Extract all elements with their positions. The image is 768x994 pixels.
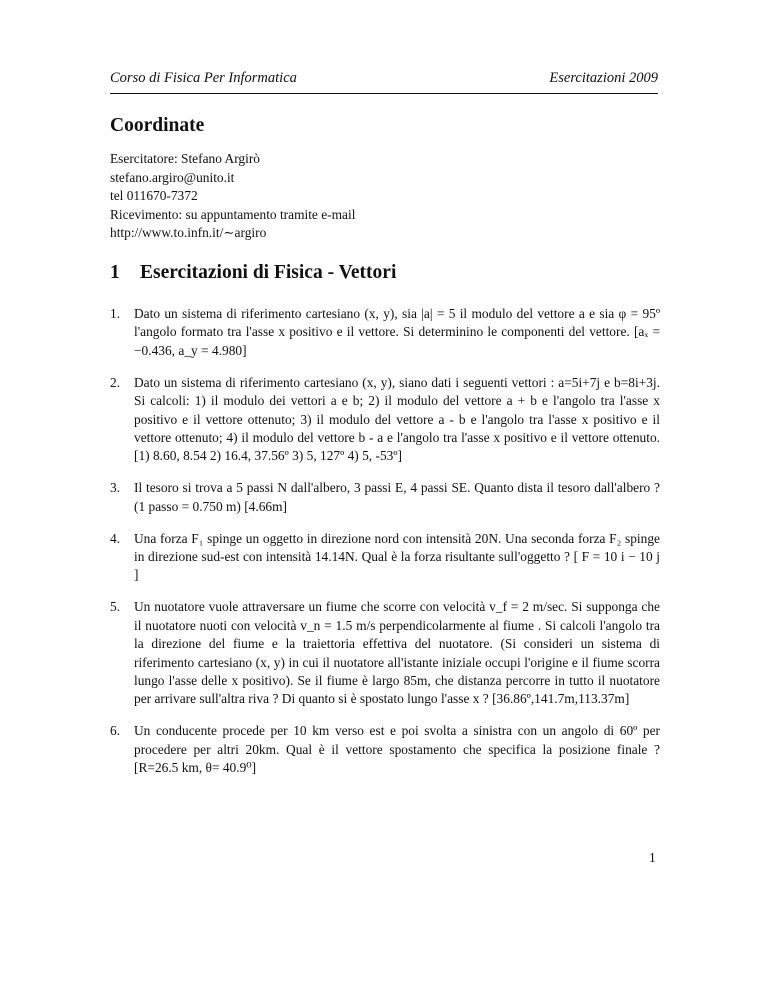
section-number: 1 [110, 262, 120, 283]
exercise-item [110, 374, 660, 466]
section-title: Esercitazioni di Fisica - Vettori [140, 262, 397, 283]
exercise-text: Un nuotatore vuole attraversare un fiume che scorre con velocità v_f = 2 m/sec. Si supponga che il nuotatore nuoti con velocità v_n = 1.5 m/s perpendicolarmente al fiume . Si calcoli l'angolo tra la direzione del fiume e la traiettoria effettiva del nuotatore. (Si consideri un sistema di riferimento cartesiano (x, y) in cui il nuotatore all'istante iniziale occupi l'origine e il fiume scorra lungo l'asse delle x positivo). Se il fiume è largo 85m, che distanza percorre in tutto il nuotatore per arrivare sull'altra riva ? Di quanto si è spostato lungo l'asse x ? [134, 599, 660, 707]
contact-office-hours: Ricevimento: su appuntamento tramite e-mail [110, 206, 356, 222]
page-title: Coordinate [110, 115, 205, 136]
section-heading [110, 262, 396, 284]
contact-url: http://www.to.infn.it/∼argiro [110, 225, 267, 241]
exercise-text: Una forza F₁ spinge un oggetto in direzione nord con intensità 20N. Una seconda forza F₂ spinge in direzione sud-est con intensità 14.14N. Qual è la forza risultante sull'oggetto ? [134, 530, 660, 564]
exercise-number: 3. [110, 480, 121, 496]
exercise-item [110, 598, 660, 708]
exercise-item [110, 530, 660, 585]
exercise-answer: [36.86º,141.7m,113.37m] [492, 691, 630, 707]
exercise-answer: [1) 8.60, 8.54 2) 16.4, 37.56º 3) 5, 127º 4) 5, -53º] [134, 448, 402, 464]
exercise-answer: [aₓ = −0.436, a_y = 4.980] [134, 324, 660, 358]
exercise-number: 1. [110, 306, 121, 321]
exercise-item [110, 305, 660, 360]
exercise-answer: [ F = 10 i − 10 j ] [134, 548, 661, 583]
exercise-item [110, 479, 660, 516]
exercise-number: 6. [110, 723, 121, 739]
exercise-list [110, 305, 660, 791]
exercise-text: Dato un sistema di riferimento cartesiano (x, y), siano dati i seguenti vettori : a=5i+7j e b=8i+3j. Si calcoli: 1) il modulo dei vettori a e b; 2) il modulo del vettore a + b e l'angolo tra l'asse x positivo e il vettore ottenuto; 3) il modulo del vettore a - b e l'angolo tra l'asse x positivo e il vettore ottenuto; 4) il modulo del vettore b - a e l'angolo tra l'asse x positivo e il vettore ottenuto. [134, 374, 660, 445]
exercise-item [110, 722, 660, 777]
exercise-text: Un conducente procede per 10 km verso est e poi svolta a sinistra con un angolo di 60º per procedere per altri 20km. Qual è il vettore spostamento che specifica la posizione finale ? [134, 723, 660, 757]
header-course: Corso di Fisica Per Informatica [110, 70, 297, 86]
exercise-text: Il tesoro si trova a 5 passi N dall'albero, 3 passi E, 4 passi SE. Quanto dista il tesoro dall'albero ? (1 passo = 0.750 m) [134, 480, 660, 514]
contact-block [110, 150, 355, 243]
contact-email: stefano.argiro@unito.it [110, 169, 235, 185]
exercise-number: 2. [110, 374, 121, 390]
header-year: Esercitazioni 2009 [549, 70, 658, 86]
exercise-text: Dato un sistema di riferimento cartesiano (x, y), sia |a| = 5 il modulo del vettore a e sia φ = 95º l'angolo formato tra l'asse x positivo e il vettore. Si determinino le componenti del vettore. [134, 306, 660, 340]
exercise-number: 5. [110, 599, 121, 615]
exercise-answer: [R=26.5 km, θ= 40.9⁰] [134, 760, 257, 776]
exercise-number: 4. [110, 530, 121, 546]
header-rule [110, 93, 658, 94]
contact-phone: tel 011670-7372 [110, 188, 198, 204]
contact-tutor: Esercitatore: Stefano Argirò [110, 151, 260, 166]
running-header [110, 70, 658, 87]
exercise-answer: [4.66m] [244, 498, 287, 514]
page-number: 1 [649, 850, 656, 865]
